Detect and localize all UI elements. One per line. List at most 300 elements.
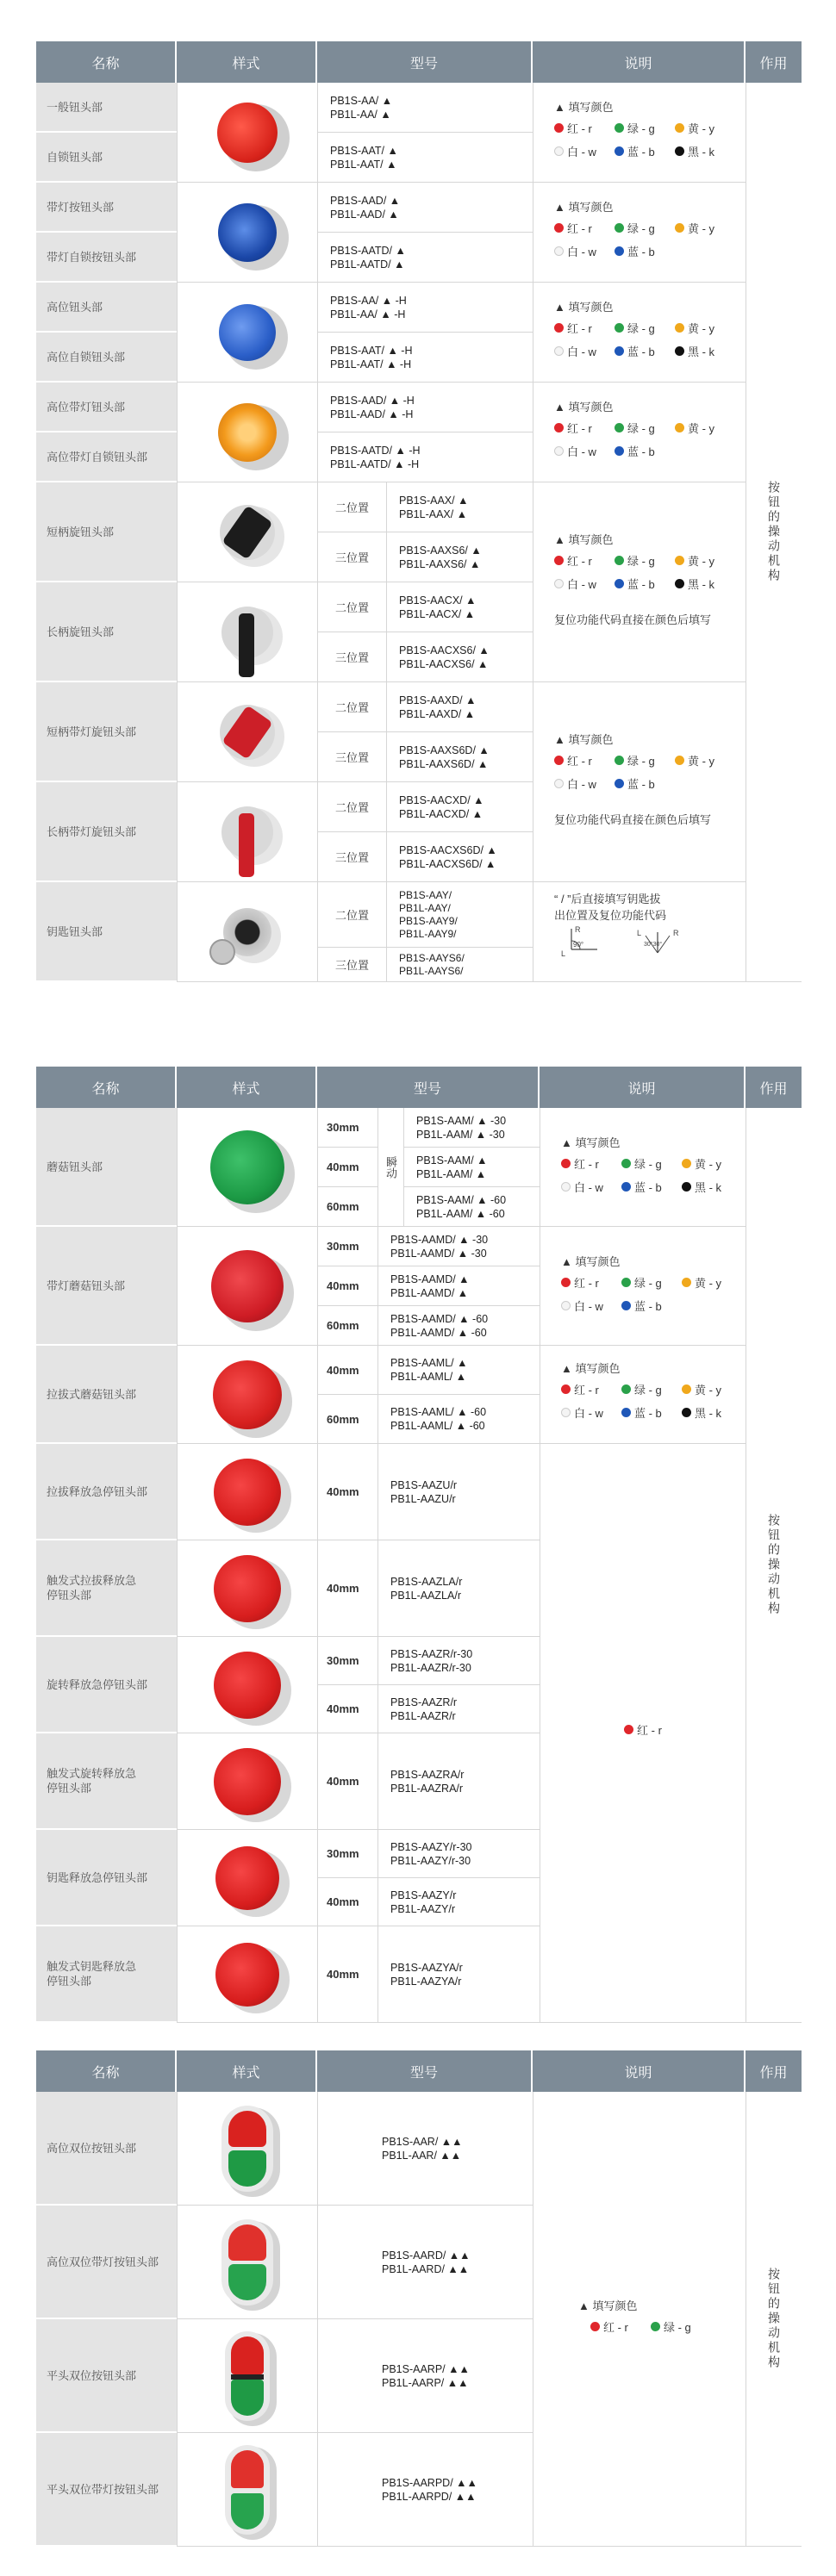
color-label: 红 - r	[567, 322, 592, 335]
color-label: 黑 - k	[695, 1407, 722, 1420]
color-label: 绿 - g	[634, 1384, 662, 1397]
model-l: PB1L-AAYS6/	[399, 964, 464, 977]
table-header	[36, 1067, 802, 1108]
long-selector-icon	[221, 607, 273, 658]
color-label: 红 - r	[567, 755, 592, 768]
model-l: PB1L-AAML/ ▲	[390, 1371, 467, 1383]
model-cell	[317, 183, 533, 233]
row-name: 高位钮头部	[36, 283, 177, 333]
blue-dot-icon	[621, 1408, 631, 1417]
model-l: PB1L-AAMD/ ▲	[390, 1286, 469, 1299]
color-label: 白 - w	[567, 445, 596, 458]
model-s: PB1S-AACXD/ ▲	[399, 793, 484, 806]
model-s: PB1S-AAXS6/ ▲	[399, 544, 482, 557]
model-l: PB1L-AAZLA/r	[390, 1589, 461, 1602]
image-key-estop	[177, 1830, 317, 1926]
model-cell	[317, 2092, 533, 2206]
pos-2: 二位置	[317, 682, 386, 732]
color-label: 红 - r	[567, 222, 592, 235]
model-cell	[377, 1926, 540, 2023]
model-cell	[377, 1637, 540, 1685]
fill-color-label: ▲ 填写颜色	[554, 301, 614, 314]
desc-colors-6	[533, 83, 746, 183]
color-label: 蓝 - b	[627, 778, 655, 791]
color-label: 蓝 - b	[634, 1407, 662, 1420]
model-s: PB1S-AAZRA/r	[390, 1768, 465, 1781]
color-label: 绿 - g	[664, 2320, 691, 2334]
image-estop	[177, 1733, 317, 1830]
table-header	[36, 2050, 802, 2092]
model-cell	[386, 582, 533, 632]
double-lamp-button-icon	[221, 2219, 273, 2305]
white-dot-icon	[554, 446, 564, 456]
blue-dot-icon	[615, 146, 624, 156]
row-name: 长柄带灯旋钮头部	[36, 782, 177, 882]
model-s: PB1S-AARPD/ ▲▲	[382, 2476, 477, 2489]
svg-text:30°30°: 30°30°	[644, 942, 663, 948]
size-label: 40mm	[317, 1444, 377, 1540]
yellow-dot-icon	[675, 756, 684, 765]
blue-dot-icon	[621, 1182, 631, 1192]
model-s: PB1S-AA/ ▲ -H	[330, 294, 407, 307]
row-name: 高位自锁钮头部	[36, 333, 177, 383]
color-label: 绿 - g	[627, 222, 655, 235]
model-cell	[377, 1444, 540, 1540]
white-dot-icon	[554, 346, 564, 356]
yellow-dot-icon	[682, 1159, 691, 1168]
red-dot-icon	[561, 1278, 571, 1287]
image-red-long-selector	[177, 782, 317, 882]
reset-note: 复位功能代码直接在颜色后填写	[554, 813, 712, 826]
white-dot-icon	[561, 1301, 571, 1310]
green-dot-icon	[651, 2322, 660, 2331]
color-label: 蓝 - b	[627, 345, 655, 358]
model-cell	[377, 1830, 540, 1878]
svg-text:L: L	[637, 929, 642, 937]
row-name: 带灯按钮头部	[36, 183, 177, 233]
header-role: 作用	[746, 1067, 802, 1108]
estop-icon	[214, 1748, 281, 1815]
color-label: 绿 - g	[627, 555, 655, 568]
blue-dot-icon	[615, 579, 624, 588]
model-cell	[377, 1227, 540, 1266]
red-dot-icon	[554, 123, 564, 133]
green-mushroom-icon	[210, 1130, 284, 1204]
model-l: PB1L-AAZU/r	[390, 1492, 456, 1505]
color-label: 绿 - g	[627, 422, 655, 435]
model-l: PB1L-AACXS6/ ▲	[399, 657, 489, 670]
model-cell	[386, 782, 533, 832]
image-double-flat	[177, 2319, 317, 2433]
fill-color-label: ▲ 填写颜色	[554, 401, 614, 414]
estop-icon	[214, 1652, 281, 1719]
green-dot-icon	[615, 123, 624, 133]
model-l: PB1L-AAZY/r	[390, 1902, 456, 1915]
model-cell	[403, 1108, 540, 1148]
image-double-high	[177, 2092, 317, 2206]
row-name: 高位双位带灯按钮头部	[36, 2206, 177, 2319]
size-label: 30mm	[317, 1227, 377, 1266]
size-label: 60mm	[317, 1395, 377, 1444]
pos-2: 二位置	[317, 882, 386, 948]
color-label: 黄 - y	[695, 1277, 722, 1290]
header-style: 样式	[177, 2050, 317, 2092]
image-estop	[177, 1540, 317, 1637]
image-estop	[177, 1444, 317, 1540]
key-position-diagram-icon	[554, 924, 709, 961]
model-cell	[317, 432, 533, 482]
header-desc: 说明	[533, 41, 746, 83]
pull-mushroom-icon	[213, 1360, 282, 1429]
model-l: PB1L-AAY9/	[399, 927, 457, 940]
header-role: 作用	[746, 2050, 802, 2092]
color-label: 绿 - g	[627, 322, 655, 335]
size-label: 40mm	[317, 1926, 377, 2023]
image-long-selector	[177, 582, 317, 682]
red-lamp-selector-icon	[220, 705, 275, 760]
model-l: PB1L-AARD/ ▲▲	[382, 2262, 470, 2275]
desc-mushroom-3	[540, 1346, 746, 1444]
yellow-dot-icon	[675, 423, 684, 432]
model-s: PB1S-AAD/ ▲ -H	[330, 394, 415, 407]
color-label: 白 - w	[567, 778, 596, 791]
model-l: PB1L-AARPD/ ▲▲	[382, 2490, 477, 2503]
header-style: 样式	[177, 1067, 317, 1108]
red-dot-icon	[554, 756, 564, 765]
fill-color-label: ▲ 填写颜色	[554, 733, 614, 746]
row-name: 高位带灯自锁钮头部	[36, 432, 177, 482]
model-s: PB1S-AATD/ ▲ -H	[330, 444, 421, 457]
blue-dot-icon	[615, 346, 624, 356]
double-button-icon	[221, 2106, 273, 2192]
blue-lamp-button-icon	[218, 203, 277, 262]
yellow-dot-icon	[675, 323, 684, 333]
model-cell	[386, 632, 533, 682]
image-blue-high	[177, 283, 317, 383]
image-blue-push	[177, 183, 317, 283]
white-dot-icon	[561, 1408, 571, 1417]
color-label: 白 - w	[574, 1181, 603, 1194]
black-dot-icon	[675, 579, 684, 588]
model-l: PB1L-AAY/	[399, 901, 451, 914]
color-label: 白 - w	[567, 246, 596, 258]
estop-icon	[214, 1555, 281, 1622]
key-estop-icon	[215, 1846, 279, 1910]
key-note: “ / ”后直接填写钥匙拔出位置及复位功能代码	[554, 893, 667, 922]
size-label: 40mm	[317, 1878, 377, 1926]
color-label: 白 - w	[574, 1300, 603, 1313]
model-s: PB1S-AAZU/r	[390, 1478, 458, 1491]
pos-3: 三位置	[317, 948, 386, 982]
header-name: 名称	[36, 1067, 177, 1108]
model-s: PB1S-AAMD/ ▲ -30	[390, 1233, 489, 1246]
model-l: PB1L-AAMD/ ▲ -60	[390, 1326, 487, 1339]
color-label: 黑 - k	[688, 146, 715, 159]
model-l: PB1L-AATD/ ▲ -H	[330, 457, 420, 470]
color-label: 红 - r	[603, 2320, 628, 2334]
blue-high-button-icon	[219, 304, 276, 361]
model-cell	[317, 2433, 533, 2547]
black-dot-icon	[682, 1408, 691, 1417]
model-l: PB1L-AACXD/ ▲	[399, 807, 484, 820]
size-label: 40mm	[317, 1266, 377, 1306]
color-label: 绿 - g	[634, 1158, 662, 1171]
row-name: 长柄旋钮头部	[36, 582, 177, 682]
color-label: 黄 - y	[695, 1384, 722, 1397]
model-s: PB1S-AAZYA/r	[390, 1961, 463, 1974]
black-dot-icon	[682, 1182, 691, 1192]
pos-2: 二位置	[317, 482, 386, 532]
row-name: 拉拔式蘑菇钮头部	[36, 1346, 177, 1444]
red-dot-icon	[554, 323, 564, 333]
estop-icon	[214, 1459, 281, 1526]
fill-color-label: ▲ 填写颜色	[578, 2299, 638, 2312]
pos-3: 三位置	[317, 732, 386, 782]
role-label: 按钮的操动机构	[767, 1514, 781, 1616]
model-s: PB1S-AAZY/r-30	[390, 1840, 472, 1853]
green-dot-icon	[615, 223, 624, 233]
color-label: 黄 - y	[688, 322, 715, 335]
model-cell	[317, 383, 533, 432]
double-flat-lamp-button-icon	[225, 2445, 270, 2535]
color-label: 白 - w	[567, 578, 596, 591]
role-column	[746, 83, 802, 982]
size-label: 60mm	[317, 1187, 377, 1227]
color-label: 红 - r	[567, 122, 592, 135]
color-label: 红 - r	[567, 555, 592, 568]
blue-dot-icon	[621, 1301, 631, 1310]
yellow-dot-icon	[675, 123, 684, 133]
model-s: PB1S-AAZY/r	[390, 1888, 457, 1901]
model-l: PB1L-AACXS6D/ ▲	[399, 857, 496, 870]
model-s: PB1S-AAM/ ▲ -60	[416, 1193, 507, 1206]
row-name: 触发式拉拔释放急停钮头部	[36, 1540, 177, 1637]
row-name: 高位双位按钮头部	[36, 2092, 177, 2206]
color-label: 蓝 - b	[627, 445, 655, 458]
header-style: 样式	[177, 41, 317, 83]
model-l: PB1L-AAZYA/r	[390, 1975, 462, 1988]
desc-rotary-2	[533, 682, 746, 882]
yellow-dot-icon	[675, 223, 684, 233]
color-label: 蓝 - b	[634, 1300, 662, 1313]
red-lamp-mushroom-icon	[211, 1250, 284, 1322]
header-name: 名称	[36, 2050, 177, 2092]
green-dot-icon	[621, 1159, 631, 1168]
model-l: PB1L-AAM/ ▲	[416, 1167, 487, 1180]
red-dot-icon	[554, 423, 564, 432]
model-cell	[317, 133, 533, 183]
model-l: PB1L-AAZR/r	[390, 1709, 456, 1722]
desc-rotary-1	[533, 482, 746, 682]
model-s: PB1S-AAZR/r-30	[390, 1647, 473, 1660]
fill-color-label: ▲ 填写颜色	[554, 101, 614, 114]
color-label: 蓝 - b	[627, 146, 655, 159]
red-dot-icon	[590, 2322, 600, 2331]
model-l: PB1L-AARP/ ▲▲	[382, 2376, 469, 2389]
pos-3: 三位置	[317, 632, 386, 682]
model-l: PB1L-AATD/ ▲	[330, 258, 405, 271]
row-name: 一般钮头部	[36, 83, 177, 133]
desc-double	[533, 2092, 746, 2547]
white-dot-icon	[554, 779, 564, 788]
key-switch-icon	[223, 908, 271, 956]
red-dot-icon	[561, 1384, 571, 1394]
model-s: PB1S-AAML/ ▲	[390, 1357, 468, 1369]
color-label: 红 - r	[574, 1384, 599, 1397]
table-mushroom-heads	[36, 1067, 802, 2083]
model-cell	[386, 882, 533, 948]
desc-estop-color	[540, 1444, 746, 2023]
model-cell	[403, 1148, 540, 1187]
image-double-flat-lamp	[177, 2433, 317, 2547]
model-l: PB1L-AAZRA/r	[390, 1782, 464, 1795]
size-label: 30mm	[317, 1637, 377, 1685]
model-s: PB1S-AACX/ ▲	[399, 594, 477, 607]
row-name: 短柄旋钮头部	[36, 482, 177, 582]
row-name: 带灯蘑菇钮头部	[36, 1227, 177, 1346]
pos-2: 二位置	[317, 582, 386, 632]
row-name: 高位带灯钮头部	[36, 383, 177, 432]
color-label: 蓝 - b	[627, 578, 655, 591]
role-label: 按钮的操动机构	[767, 2268, 781, 2370]
model-s: PB1S-AAY/	[399, 888, 452, 901]
model-cell	[377, 1733, 540, 1830]
model-cell	[377, 1685, 540, 1733]
row-name: 自锁钮头部	[36, 133, 177, 183]
model-l: PB1L-AAML/ ▲ -60	[390, 1420, 485, 1432]
fill-color-label: ▲ 填写颜色	[561, 1255, 621, 1268]
color-label: 黑 - k	[688, 345, 715, 358]
model-s: PB1S-AAZLA/r	[390, 1575, 463, 1588]
color-label: 黑 - k	[688, 578, 715, 591]
model-cell	[386, 732, 533, 782]
row-name: 拉拔释放急停钮头部	[36, 1444, 177, 1540]
svg-text:R: R	[575, 925, 581, 934]
model-cell	[317, 83, 533, 133]
model-l: PB1L-AAXS6/ ▲	[399, 557, 481, 570]
model-s: PB1S-AA/ ▲	[330, 94, 393, 107]
model-cell	[386, 948, 533, 982]
model-l: PB1L-AAZR/r-30	[390, 1661, 471, 1674]
color-label: 绿 - g	[634, 1277, 662, 1290]
desc-key	[533, 882, 746, 982]
model-s: PB1S-AAXS6D/ ▲	[399, 744, 490, 756]
reset-note: 复位功能代码直接在颜色后填写	[554, 613, 712, 626]
blue-dot-icon	[615, 779, 624, 788]
role-column	[746, 2092, 802, 2547]
fill-color-label: ▲ 填写颜色	[561, 1362, 621, 1375]
model-cell	[386, 482, 533, 532]
model-l: PB1L-AAM/ ▲ -30	[416, 1128, 505, 1141]
red-dot-icon	[624, 1725, 633, 1734]
model-cell	[377, 1540, 540, 1637]
row-name: 触发式旋转释放急停钮头部	[36, 1733, 177, 1830]
row-name: 蘑菇钮头部	[36, 1108, 177, 1227]
row-name: 短柄带灯旋钮头部	[36, 682, 177, 782]
model-s: PB1S-AAM/ ▲ -30	[416, 1114, 507, 1127]
table-double-heads	[36, 2050, 802, 2550]
size-label: 40mm	[317, 1733, 377, 1830]
model-cell	[377, 1395, 540, 1444]
color-label: 黄 - y	[688, 122, 715, 135]
row-name: 平头双位带灯按钮头部	[36, 2433, 177, 2547]
color-label: 黑 - k	[695, 1181, 722, 1194]
color-label: 绿 - g	[627, 122, 655, 135]
model-s: PB1S-AAML/ ▲ -60	[390, 1406, 487, 1418]
model-s: PB1S-AAT/ ▲	[330, 144, 398, 157]
row-name: 触发式钥匙释放急停钮头部	[36, 1926, 177, 2023]
green-dot-icon	[615, 556, 624, 565]
table-header	[36, 41, 802, 83]
pos-3: 三位置	[317, 532, 386, 582]
black-dot-icon	[675, 146, 684, 156]
color-label: 红 - r	[574, 1158, 599, 1171]
model-s: PB1S-AAT/ ▲ -H	[330, 344, 413, 357]
pos-2: 二位置	[317, 782, 386, 832]
model-cell	[386, 532, 533, 582]
model-l: PB1L-AAX/ ▲	[399, 507, 468, 520]
image-key-estop	[177, 1926, 317, 2023]
image-red-lamp-mushroom	[177, 1227, 317, 1346]
color-label: 黄 - y	[688, 755, 715, 768]
white-dot-icon	[561, 1182, 571, 1192]
desc-colors-5	[533, 383, 746, 482]
image-red-push	[177, 83, 317, 183]
model-cell	[317, 333, 533, 383]
model-cell	[386, 682, 533, 732]
red-long-selector-icon	[221, 806, 273, 858]
color-label: 红 - r	[574, 1277, 599, 1290]
blue-dot-icon	[615, 246, 624, 256]
green-dot-icon	[621, 1278, 631, 1287]
header-desc: 说明	[540, 1067, 746, 1108]
red-dot-icon	[554, 223, 564, 233]
model-l: PB1L-AAXD/ ▲	[399, 707, 476, 720]
color-label: 绿 - g	[627, 755, 655, 768]
green-dot-icon	[615, 756, 624, 765]
model-cell	[403, 1187, 540, 1227]
row-name: 带灯自锁按钮头部	[36, 233, 177, 283]
model-s: PB1S-AAMD/ ▲	[390, 1272, 470, 1285]
model-cell	[386, 832, 533, 882]
color-label: 白 - w	[567, 146, 596, 159]
model-l: PB1L-AA/ ▲ -H	[330, 308, 406, 320]
color-label: 红 - r	[637, 1724, 662, 1737]
key-estop-icon	[215, 1943, 279, 2007]
model-l: PB1L-AAD/ ▲	[330, 208, 399, 221]
model-cell	[317, 2206, 533, 2319]
model-s: PB1S-AAMD/ ▲ -60	[390, 1312, 489, 1325]
header-model: 型号	[317, 41, 533, 83]
desc-colors-6	[533, 283, 746, 383]
svg-text:90°: 90°	[573, 941, 584, 949]
color-label: 黄 - y	[695, 1158, 722, 1171]
image-red-selector	[177, 682, 317, 782]
yellow-dot-icon	[682, 1384, 691, 1394]
size-label: 60mm	[317, 1306, 377, 1346]
size-label: 30mm	[317, 1108, 377, 1148]
model-s: PB1S-AAYS6/	[399, 951, 465, 964]
size-label: 40mm	[317, 1346, 377, 1395]
size-label: 40mm	[317, 1148, 377, 1187]
model-s: PB1S-AAR/ ▲▲	[382, 2135, 463, 2148]
model-s: PB1S-AACXS6D/ ▲	[399, 843, 497, 856]
color-label: 白 - w	[574, 1407, 603, 1420]
model-l: PB1L-AAD/ ▲ -H	[330, 408, 414, 420]
red-dot-icon	[554, 556, 564, 565]
model-cell	[377, 1266, 540, 1306]
momentary-label: 瞬动	[377, 1108, 403, 1227]
